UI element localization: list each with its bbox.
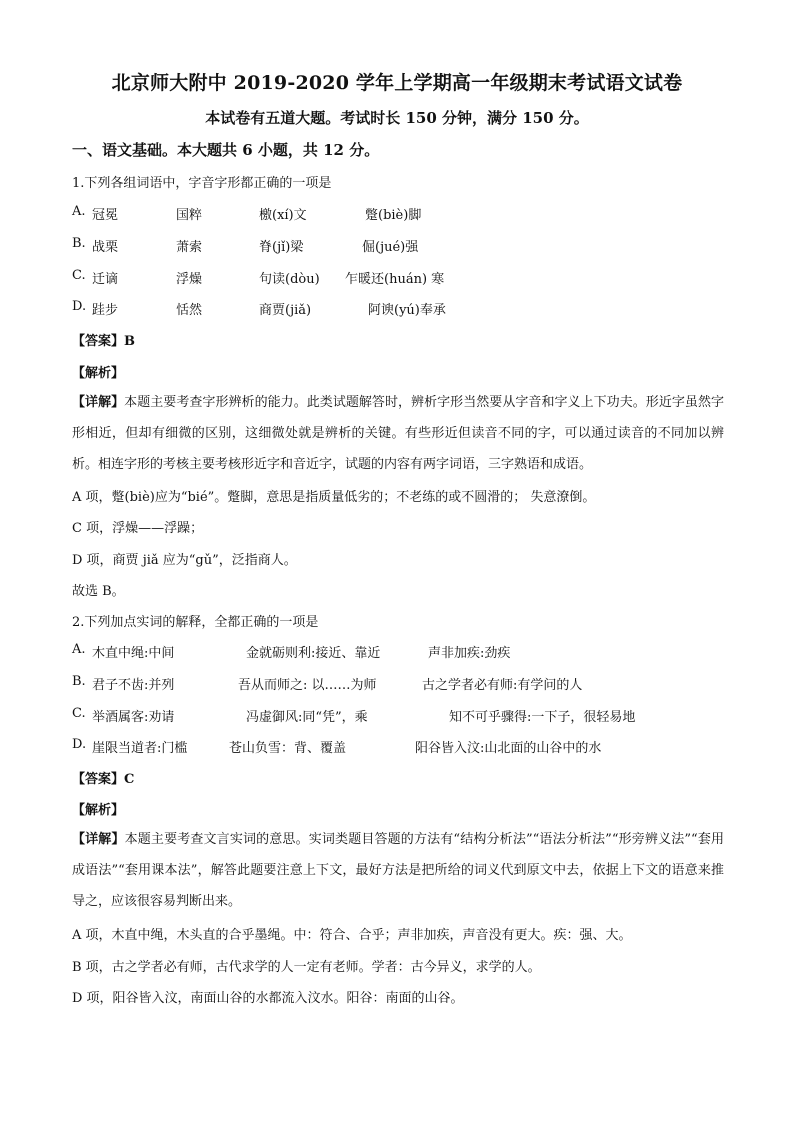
detail-text: 本题主要考查字形辨析的能力。此类试题解答时，辨析字形当然要从字音和字义上下功夫。形近字虽然字形相近，但却有细微的区别，这细微处就是辨析的关键。有些形近但读音不同的字，可以通过读音的不同加以辨析。相连字形的考核主要考核形近字和音近字，试题的内容有两字词语，三字熟语和成语。 [72,395,724,472]
option-word: 萧索 [176,240,203,255]
option-item: 金就砺则利:接近、靠近 [246,646,381,661]
section-heading: 一、语文基础。本大题共 6 小题，共 12 分。 [72,141,380,159]
option-word: 脊(jǐ)梁 [259,240,304,255]
option-item: 举酒属客:劝请 [92,710,175,725]
option-word: 战栗 [92,240,119,255]
explanation-a: A 项，蹩(biè)应为“bié”。蹩脚，意思是指质量低劣的；不老练的或不圆滑的； 失意潦倒。 [72,490,596,505]
exam-instructions: 本试卷有五道大题。考试时长 150 分钟，满分 150 分。 [205,109,589,127]
option-word: 商贾(jiǎ) [259,303,312,318]
analysis-label: 【解析】 [72,803,125,818]
option-item: 冯虚御风:同“凭”，乘 [246,710,368,725]
detail-label: 【详解】 [72,395,125,410]
option-word: 恬然 [176,303,203,318]
option-label: C. [72,268,86,283]
option-word: 乍暖还(huán) 寒 [345,272,445,287]
option-label: C. [72,706,86,721]
option-item: 君子不齿:并列 [92,678,175,693]
conclusion: 故选 B。 [72,584,125,599]
explanation-d: D 项，商贾 jiǎ 应为“gǔ”，泛指商人。 [72,553,297,568]
option-word: 檄(xí)文 [259,208,307,223]
explanation-d: D 项，阳谷皆入汶，南面山谷的水都流入汶水。阳谷：南面的山谷。 [72,991,464,1006]
analysis-label: 【解析】 [72,366,125,381]
option-item: 崖限当道者:门槛 [92,741,188,756]
detail-text: 本题主要考查文言实词的意思。实词类题目答题的方法有“结构分析法”“语法分析法”“形旁辨义法”“套用成语法”“套用课本法”，解答此题要注意上下文，最好方法是把所给的词义代到原文中去，依据上下文的语意来推导之，应该很容易判断出来。 [72,832,724,909]
option-word: 浮燥 [176,272,203,287]
option-item: 木直中绳:中间 [92,646,175,661]
option-item: 知不可乎骤得:一下子，很轻易地 [449,710,636,725]
answer-label: 【答案】B [72,334,135,349]
option-label: B. [72,674,86,689]
option-item: 吾从而师之: 以……为师 [238,678,377,693]
option-item: 古之学者必有师:有学问的人 [422,678,583,693]
option-label: A. [72,204,86,219]
option-word: 句读(dòu) [259,272,320,287]
option-label: D. [72,737,87,752]
option-word: 国粹 [176,208,203,223]
option-item: 阳谷皆入汶:山北面的山谷中的水 [415,741,602,756]
option-word: 跬步 [92,303,119,318]
option-label: A. [72,642,86,657]
option-label: D. [72,299,87,314]
option-word: 冠冕 [92,208,119,223]
option-item: 苍山负雪：背、覆盖 [229,741,347,756]
page-title: 北京师大附中 2019-2020 学年上学期高一年级期末考试语文试卷 [111,72,683,94]
question-1-stem: 1.下列各组词语中，字音字形都正确的一项是 [72,176,332,191]
question-2-stem: 2.下列加点实词的解释，全都正确的一项是 [72,615,319,630]
explanation-a: A 项，木直中绳，木头直的合乎墨绳。中：符合、合乎；声非加疾，声音没有更大。疾：强、大。 [72,928,632,943]
option-word: 迁谪 [92,272,119,287]
option-word: 倔(jué)强 [362,240,419,255]
option-word: 蹩(biè)脚 [365,208,422,223]
option-item: 声非加疾:劲疾 [428,646,511,661]
answer-label: 【答案】C [72,772,135,787]
question-2-detail [72,824,724,917]
detail-label: 【详解】 [72,832,125,847]
explanation-c: C 项，浮燥——浮躁； [72,521,204,536]
option-label: B. [72,236,86,251]
question-1-detail [72,387,724,480]
option-word: 阿谀(yú)奉承 [368,303,446,318]
explanation-b: B 项，古之学者必有师，古代求学的人一定有老师。学者：古今异义，求学的人。 [72,960,541,975]
